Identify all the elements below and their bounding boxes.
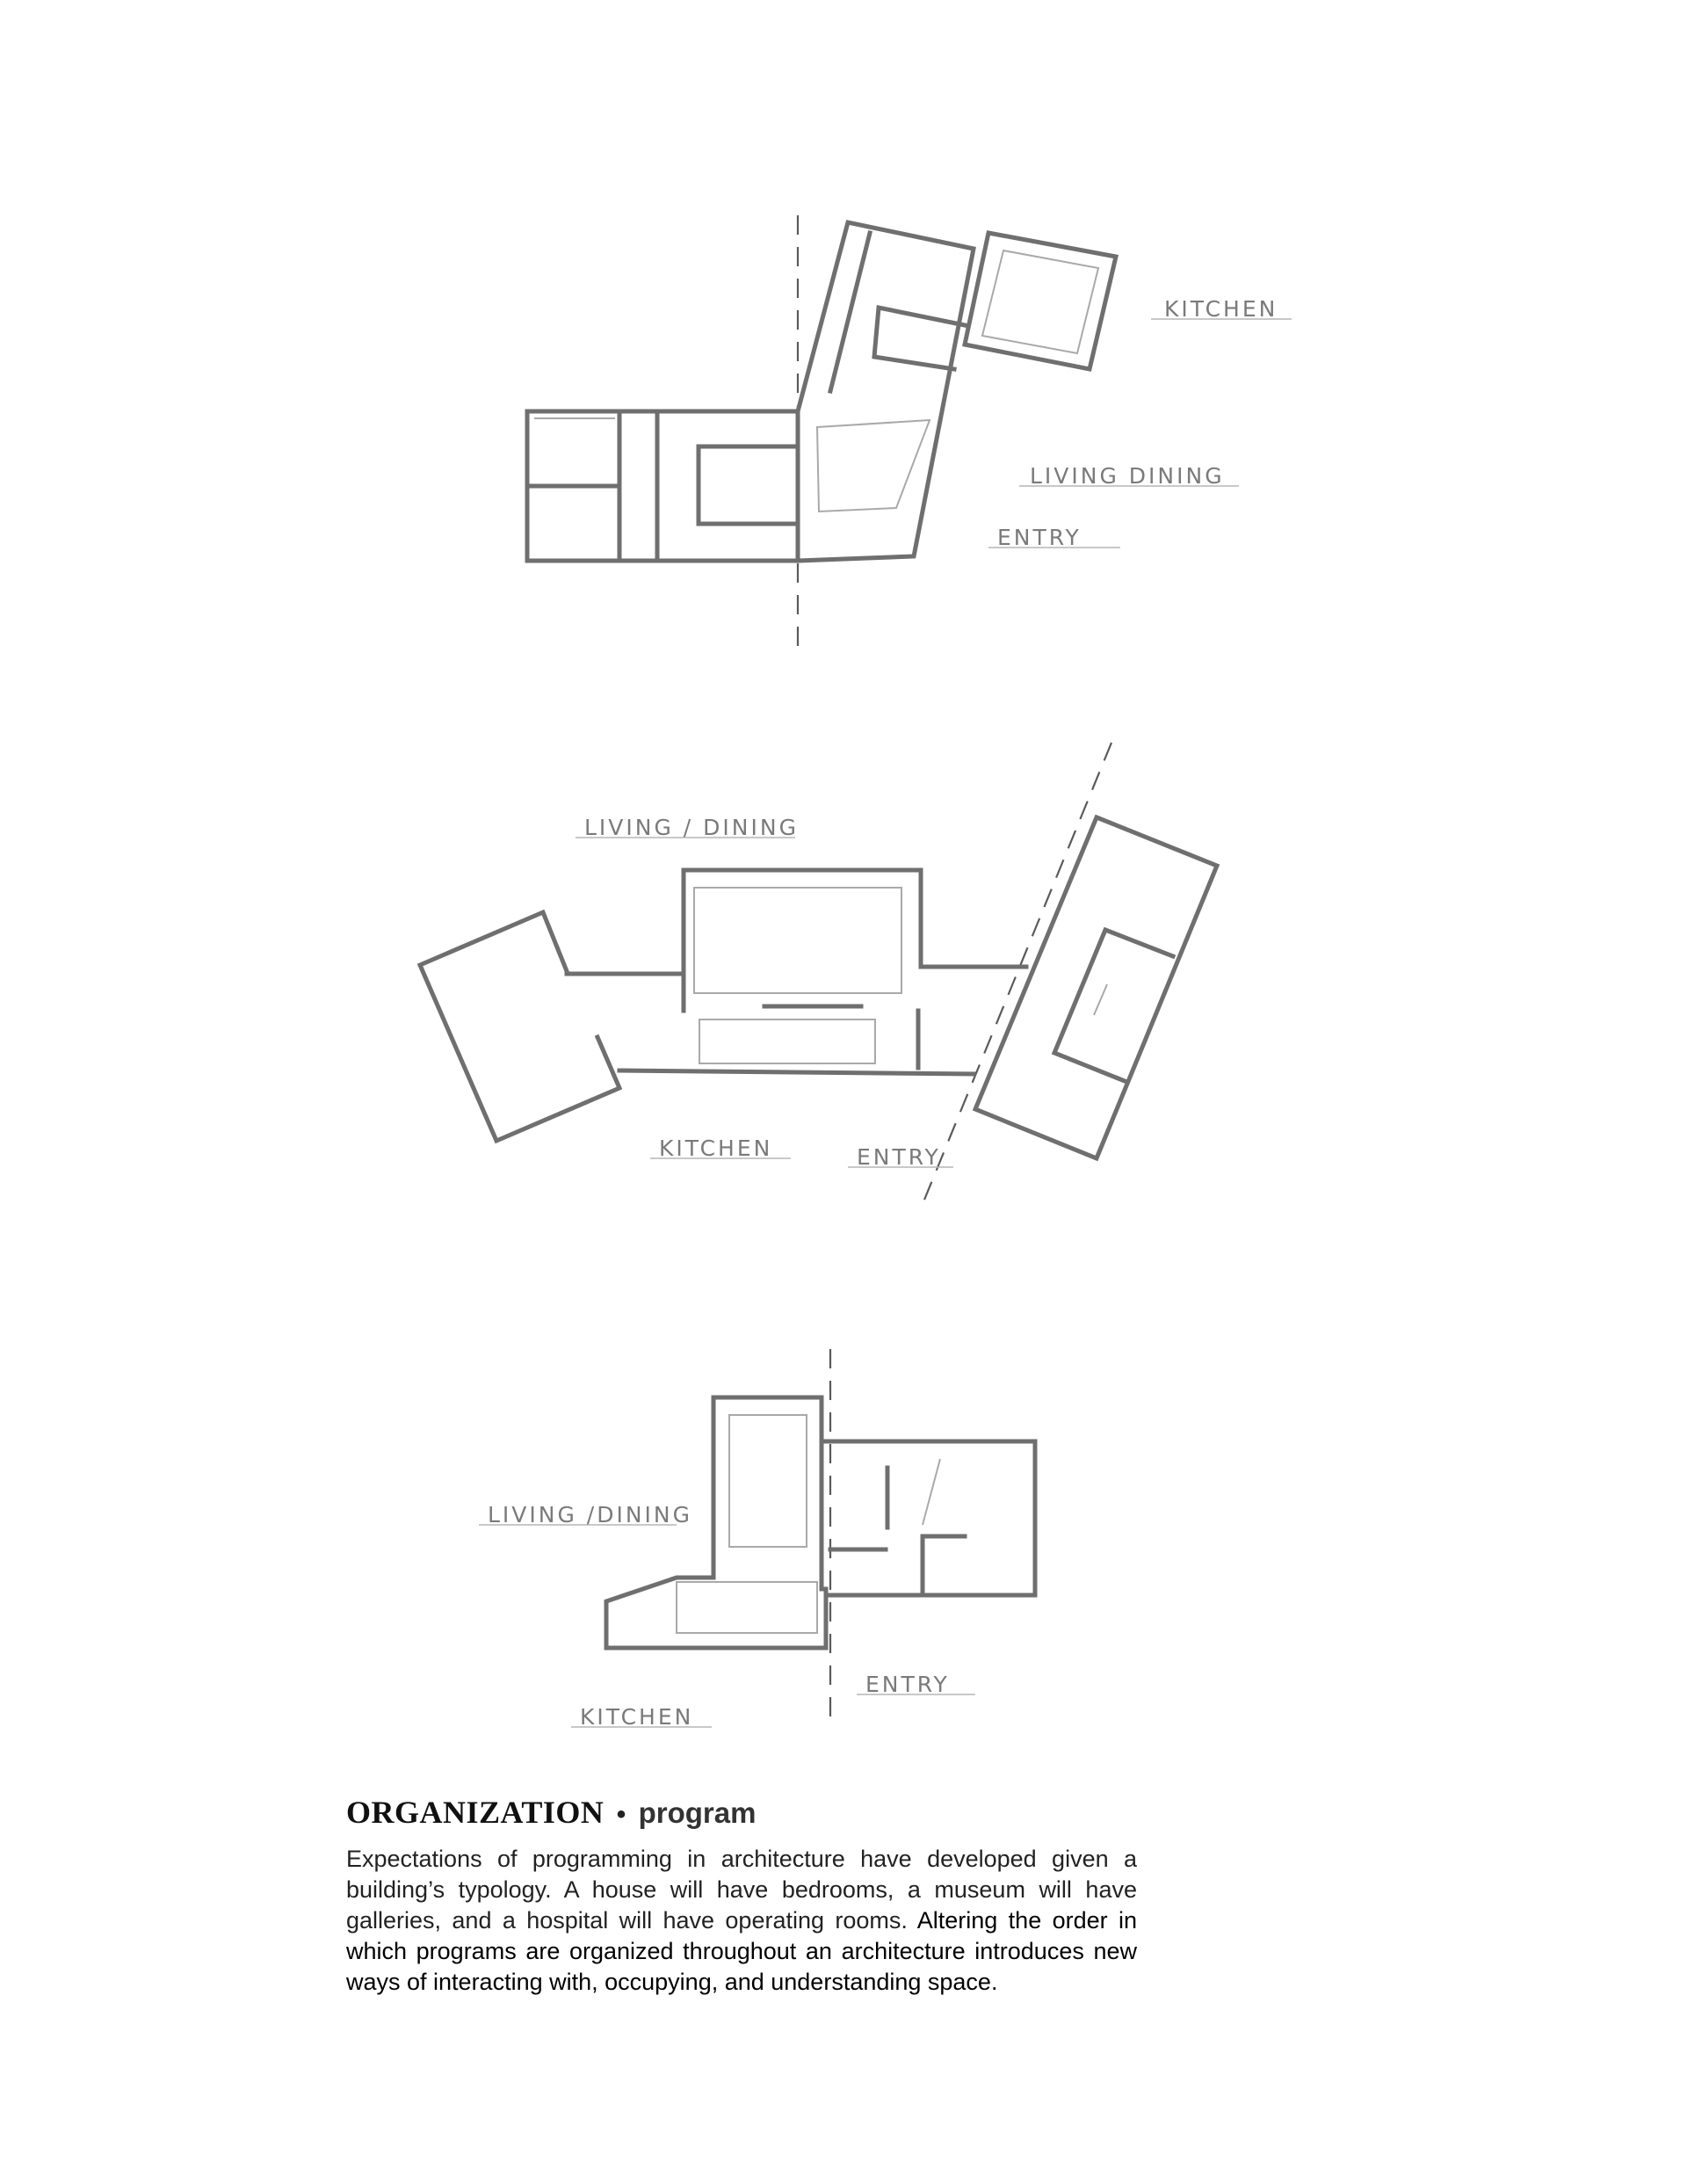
caption-title-strong: ORGANIZATION <box>346 1795 605 1830</box>
plan-2-axis <box>923 743 1111 1204</box>
plan-2-label-entry: ENTRY <box>857 1144 941 1170</box>
plan-diagram-1 <box>527 215 1292 655</box>
plan-3-label-living-dining: LIVING /DINING <box>488 1502 692 1527</box>
plan-1-label-living-dining: LIVING DINING <box>1030 463 1225 489</box>
plan-2-label-living-dining: LIVING / DINING <box>584 815 799 840</box>
caption-body <box>346 1844 1137 1998</box>
plan-2-central-block <box>567 870 1026 974</box>
plan-1-label-entry: ENTRY <box>997 525 1082 550</box>
plan-diagram-3 <box>479 1349 1035 1730</box>
plan-2-label-kitchen: KITCHEN <box>659 1136 773 1161</box>
plan-1-living-wing <box>798 222 974 561</box>
plan-3-label-kitchen: KITCHEN <box>580 1704 694 1730</box>
plan-3-label-entry: ENTRY <box>865 1672 950 1697</box>
plan-1-label-kitchen: KITCHEN <box>1164 296 1278 322</box>
caption-title-separator: • <box>616 1800 626 1829</box>
caption-title <box>346 1793 1137 1835</box>
caption-title-light: program <box>638 1796 757 1829</box>
plan-2-left-block <box>420 912 619 1141</box>
caption-body-regular: Expectations of programming in architecture have developed given a building’s typology. A house will have bedrooms, a museum will have galleries, and a hospital will have operating rooms. <box>346 1846 1137 1934</box>
caption-block <box>346 1793 1137 1998</box>
plan-1-kitchen-block <box>965 233 1116 369</box>
caption-body-emphasis: Altering the order in which programs are organized throughout an architecture introduces new ways of interacting with, occupying, and understanding space. <box>346 1907 1137 1995</box>
plan-3-right-block <box>826 1441 1035 1595</box>
plan-diagram-2 <box>420 743 1217 1204</box>
